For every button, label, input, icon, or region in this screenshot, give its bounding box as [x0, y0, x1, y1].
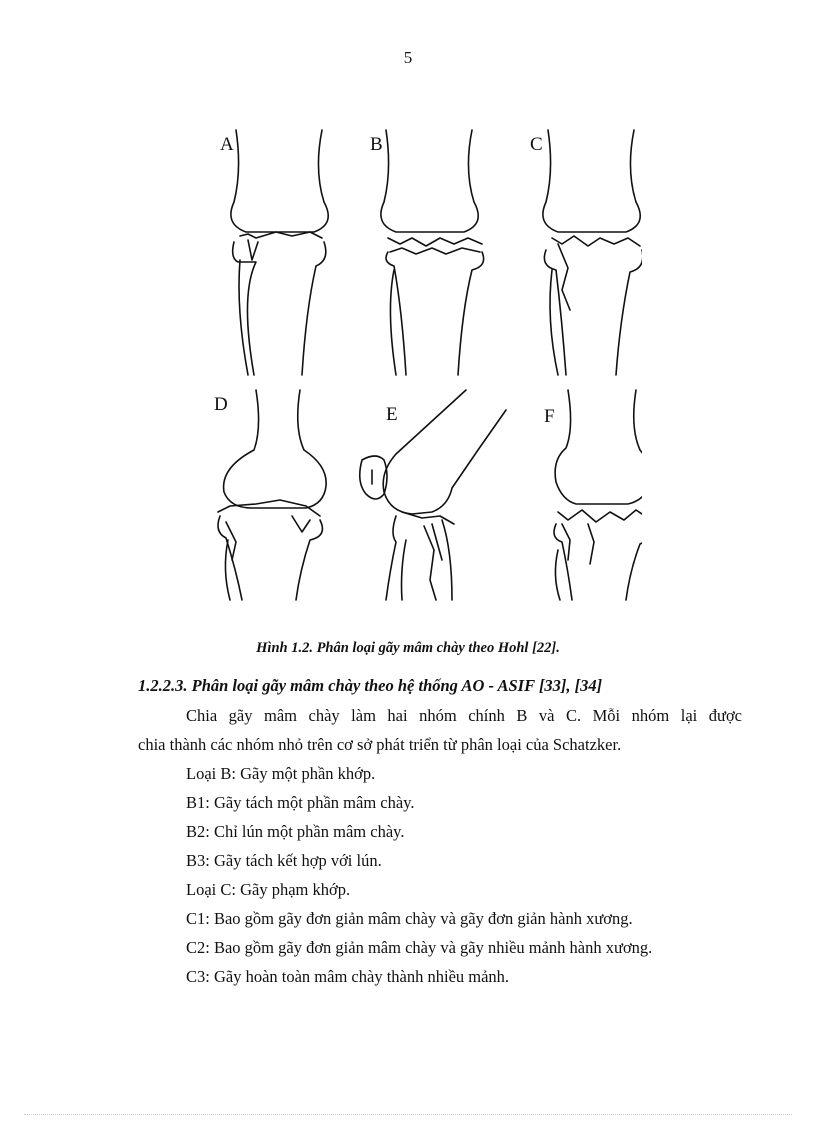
paragraph-line-2: chia thành các nhóm nhỏ trên cơ sở phát triển từ phân loại của Schatzker. [138, 735, 622, 754]
paragraph-line-1: Chia gãy mâm chày làm hai nhóm chính B và C. Mỗi nhóm lại được [186, 706, 742, 725]
panel-f [544, 390, 642, 600]
panel-c [530, 130, 642, 375]
footer-divider [24, 1114, 792, 1115]
panel-b [370, 130, 484, 375]
figure-caption: Hình 1.2. Phân loại gãy mâm chày theo Hohl [22]. [256, 640, 560, 656]
panel-d [214, 390, 326, 600]
section-heading: 1.2.2.3. Phân loại gãy mâm chày theo hệ thống AO - ASIF [33], [34] [138, 676, 603, 695]
list-item-type-c: Loại C: Gãy phạm khớp. [186, 880, 351, 899]
panel-label-a: A [220, 134, 234, 155]
list-item-c1: C1: Bao gồm gãy đơn giản mâm chày và gãy đơn giản hành xương. [186, 909, 633, 928]
panel-label-c: C [530, 134, 543, 155]
panel-label-e: E [386, 404, 398, 425]
knee-illustrations [196, 120, 642, 610]
page-number: 5 [403, 48, 413, 67]
list-item-b1: B1: Gãy tách một phần mâm chày. [186, 793, 415, 812]
list-item-b3: B3: Gãy tách kết hợp với lún. [186, 851, 382, 870]
panel-label-d: D [214, 394, 228, 415]
list-item-c3: C3: Gãy hoàn toàn mâm chày thành nhiều mảnh. [186, 967, 510, 986]
list-item-type-b: Loại B: Gãy một phần khớp. [186, 764, 376, 783]
panel-e [360, 390, 506, 600]
list-item-b2: B2: Chỉ lún một phần mâm chày. [186, 822, 405, 841]
panel-label-b: B [370, 134, 383, 155]
panel-a [220, 130, 328, 375]
panel-label-f: F [544, 406, 555, 427]
figure-knee-fracture-classification [196, 120, 642, 610]
list-item-c2: C2: Bao gồm gãy đơn giản mâm chày và gãy nhiều mảnh hành xương. [186, 938, 653, 957]
